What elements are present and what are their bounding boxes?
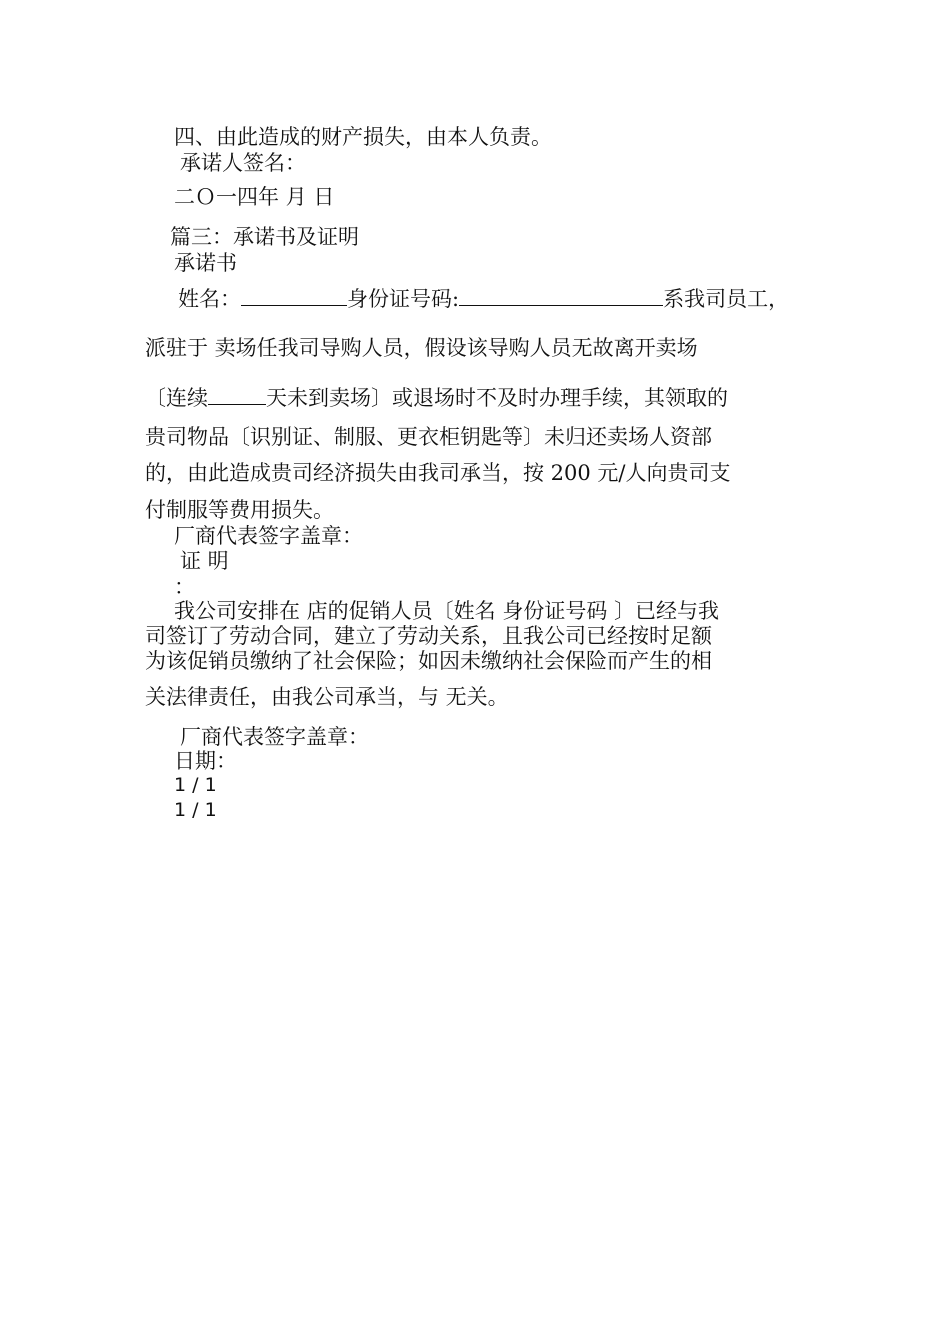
name-id-line — [178, 285, 789, 312]
paragraph-line: 派驻于 卖场任我司导购人员，假设该导购人员无故离开卖场 — [145, 336, 698, 360]
days-blank — [208, 384, 266, 405]
continuous-days-line — [145, 384, 728, 411]
certificate-paragraph-line: 关法律责任，由我公司承当，与 无关。 — [145, 685, 509, 709]
name-blank — [241, 285, 347, 306]
vendor-signature-label-2: 厂商代表签字盖章： — [180, 725, 369, 749]
paragraph-line: 付制服等费用损失。 — [145, 498, 334, 522]
certificate-title: 证 明 — [180, 549, 229, 573]
date-line: 二Ｏ一四年 月 日 — [174, 185, 335, 209]
continuous-label: 〔连续 — [145, 386, 208, 410]
continuous-text: 天未到卖场〕或退场时不及时办理手续，其领取的 — [266, 386, 728, 410]
id-label: 身份证号码: — [347, 287, 460, 311]
vendor-signature-label: 厂商代表签字盖章： — [174, 524, 363, 548]
paragraph-line: 的，由此造成贵司经济损失由我司承当，按 200 元/人向贵司支 — [145, 461, 731, 485]
id-blank — [459, 285, 663, 306]
date-label: 日期： — [174, 749, 237, 773]
certificate-paragraph-line: 司签订了劳动合同，建立了劳动关系，且我公司已经按时足额 — [145, 624, 712, 648]
page-number: 1 / 1 — [174, 799, 217, 821]
section-three-title: 篇三：承诺书及证明 — [170, 225, 359, 249]
clause-four: 四、由此造成的财产损失，由本人负责。 — [174, 125, 552, 149]
certificate-paragraph-line: 为该促销员缴纳了社会保险；如因未缴纳社会保险而产生的相 — [145, 649, 712, 673]
colon-mark: ： — [174, 575, 195, 599]
name-label: 姓名： — [178, 287, 241, 311]
certificate-paragraph-line: 我公司安排在 店的促销人员〔姓名 身份证号码 〕已经与我 — [174, 599, 720, 623]
employee-text: 系我司员工， — [663, 287, 790, 311]
paragraph-line: 贵司物品〔识别证、制服、更衣柜钥匙等〕未归还卖场人资部 — [145, 425, 712, 449]
promisor-signature-label: 承诺人签名： — [180, 151, 306, 175]
page-number: 1 / 1 — [174, 774, 217, 796]
commitment-title: 承诺书 — [174, 251, 237, 275]
